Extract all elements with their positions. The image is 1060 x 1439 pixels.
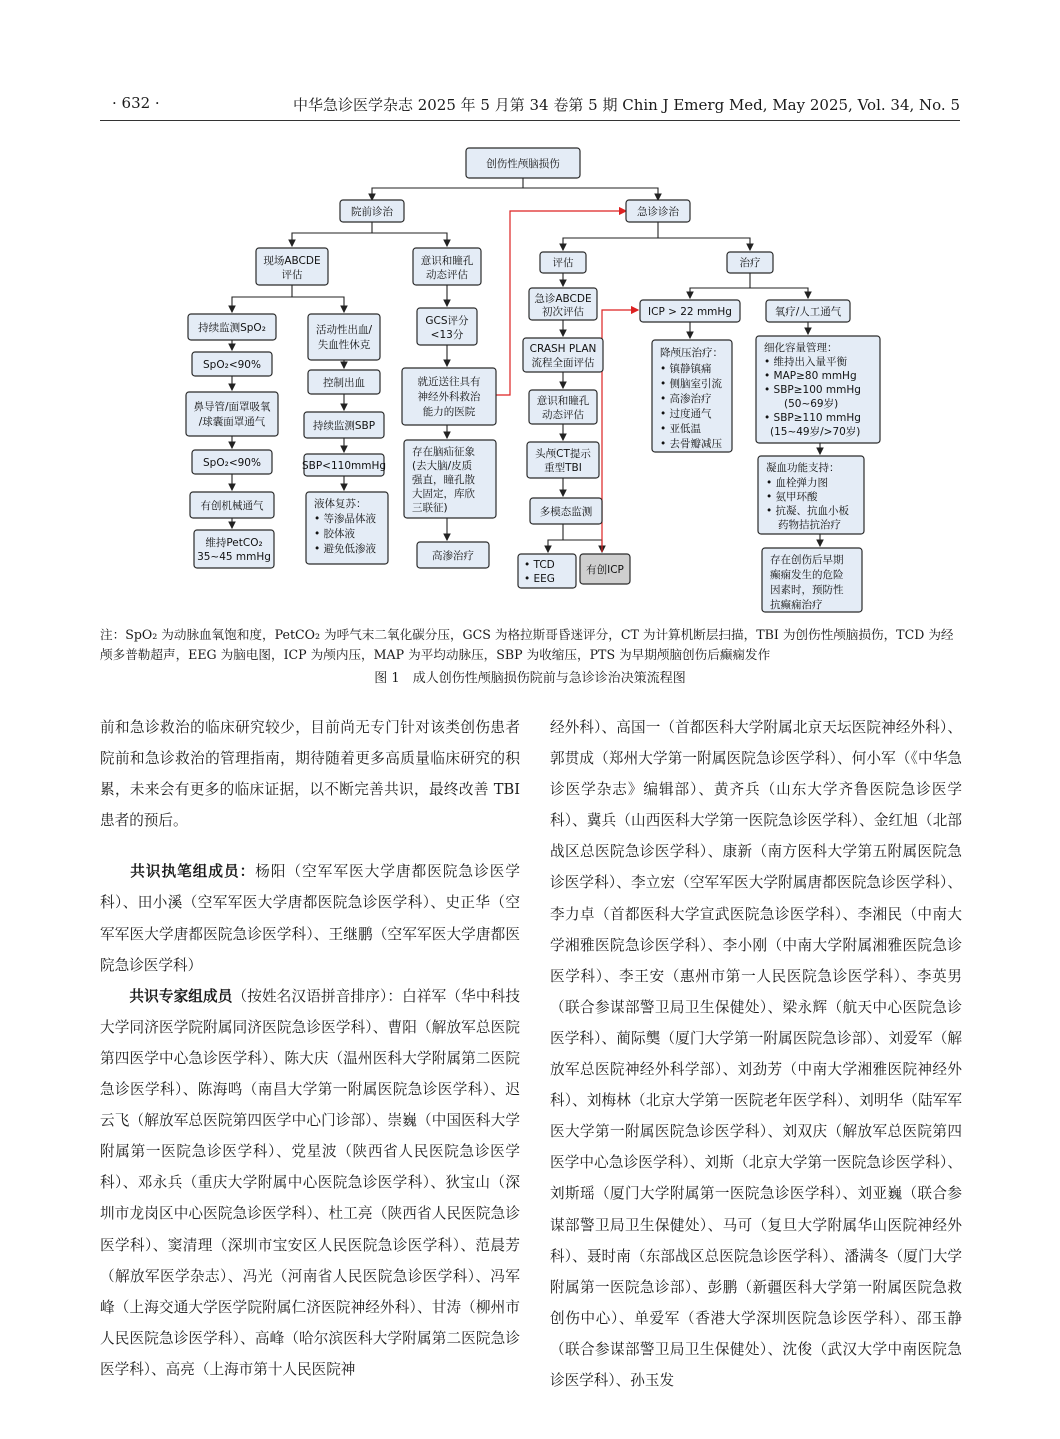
flow-box-er-abcde	[529, 288, 597, 320]
flow-box-petco2	[194, 530, 274, 568]
flow-text: • SBP≥110 mmHg	[764, 412, 861, 424]
body-column-right	[550, 712, 962, 1396]
body-column-left	[100, 712, 520, 1385]
flow-text: <13分	[430, 329, 464, 341]
figure-note: 注：SpO₂ 为动脉血氧饱和度，PetCO₂ 为呼气末二氧化碳分压，GCS 为格拉斯哥昏迷评分，CT 为计算机断层扫描，TBI 为创伤性颅脑损伤，TCD 为经颅多普勒超声，EEG 为脑电图，ICP 为颅内压，MAP 为平均动脉压，SBP 为收缩压，PTS 为早期颅脑创伤后癫痫发作	[100, 627, 954, 662]
flow-box-sbp-lt110	[302, 454, 386, 476]
flow-box-monitor-spo2	[188, 314, 276, 340]
decision-flowchart	[0, 0, 1060, 625]
flow-box-spo2-b	[192, 450, 272, 474]
flow-box-gcs	[417, 308, 477, 345]
flow-box-hypertonic	[417, 542, 489, 568]
flow-text: 控制出血	[323, 377, 365, 389]
flow-text: 凝血功能支持：	[766, 462, 840, 474]
flow-text: 治疗	[739, 257, 761, 269]
flow-box-lower-icp	[652, 340, 732, 452]
flow-text: 意识和瞳孔	[420, 255, 474, 267]
experts-list-part2: 经外科）、高国一（首都医科大学附属北京天坛医院神经外科）、郭贯成（郑州大学第一附属医院急诊医学科）、何小军（《中华急诊医学杂志》编辑部）、黄齐兵（山东大学齐鲁医院急诊医学科）、冀兵（山西医科大学第一医院急诊医学科）、金红旭（北部战区总医院急诊医学科）、康新（南方医科大学第五附属医院急诊医学科）、李立宏（空军军医大学附属唐都医院急诊医学科）、李力卓（首都医科大学宣武医院急诊医学科）、李湘民（中南大学湘雅医院急诊医学科）、李小刚（中南大学附属湘雅医院急诊医学科）、李王安（惠州市第一人民医院急诊医学科）、李英男（联合参谋部警卫局卫生保健处）、梁永辉（航天中心医院急诊医学科）、蔺际龑（厦门大学第一附属医院急诊部）、刘爱军（解放军总医院神经外科学部）、刘劲芳（中南大学湘雅医院神经外科）、刘梅林（北京大学第一医院老年医学科）、刘明华（陆军军医大学第一附属医院急诊医学科）、刘双庆（解放军总医院第四医学中心急诊医学科）、刘斯（北京大学第一医院急诊医学科）、刘斯瑶（厦门大学附属第一医院急诊医学科）、刘亚巍（联合参谋部警卫局卫生保健处）、马可（复旦大学附属华山医院神经外科）、聂时南（东部战区总医院急诊医学科）、潘满冬（厦门大学附属第一医院急诊部）、彭鹏（新疆医科大学第一附属医院急救创伤中心）、单爱军（香港大学深圳医院急诊医学科）、邵玉静（联合参谋部警卫局卫生保健处）、沈俊（武汉大学中南医院急诊医学科）、孙玉发	[550, 719, 962, 1389]
flow-text: • 氨甲环酸	[766, 491, 818, 503]
flow-text: 维持PetCO₂	[205, 537, 263, 549]
flow-text: • 高渗治疗	[660, 393, 712, 405]
flow-text: 失血性休克	[317, 339, 371, 351]
flow-text: 就近送往具有	[417, 376, 481, 388]
flow-box-oxygen-vent	[766, 300, 850, 322]
flow-box-herniation	[404, 440, 496, 518]
flow-box-fluid	[306, 492, 388, 564]
experts-intro: （按姓名汉语拼音排序）：	[232, 987, 403, 1005]
flow-text: /球囊面罩通气	[198, 416, 266, 428]
flow-text: 创伤性颅脑损伤	[486, 158, 560, 170]
flow-box-evaluate	[540, 252, 586, 273]
flow-text: • 胶体液	[314, 528, 356, 540]
flow-text: • 抗凝、抗血小板	[766, 505, 850, 517]
flow-box-oxygen	[186, 392, 278, 436]
flow-text: (50~69岁)	[784, 398, 839, 410]
experts-list-part1: 白祥军（华中科技大学同济医学院附属同济医院急诊医学科）、曹阳（解放军总医院第四医学中心急诊医学科）、陈大庆（温州医科大学附属第二医院急诊医学科）、陈海鸣（南昌大学第一附属医院急诊医学科）、迟云飞（解放军总医院第四医学中心门诊部）、崇巍（中国医科大学附属第一医院急诊医学科）、党星波（陕西省人民医院急诊医学科）、邓永兵（重庆大学附属中心医院急诊医学科）、狄宝山（深圳市龙岗区中心医院急诊医学科）、杜工亮（陕西省人民医院急诊医学科）、窦清理（深圳市宝安区人民医院急诊医学科）、范晨芳（解放军医学杂志）、冯光（河南省人民医院急诊医学科）、冯军峰（上海交通大学医学院附属仁济医院神经外科）、甘涛（柳州市人民医院急诊医学科）、高峰（哈尔滨医科大学附属第二医院急诊医学科）、高亮（上海市第十人民医院神	[100, 987, 520, 1378]
flow-text: GCS评分	[425, 315, 469, 327]
journal-citation: 中华急诊医学杂志 2025 年 5 月第 34 卷第 5 期 Chin J Emerg Med, May 2025, Vol. 34, No. 5	[292, 96, 960, 114]
flow-text: 活动性出血/	[315, 324, 373, 336]
flow-box-ventilation	[190, 492, 274, 518]
flow-text: 能力的医院	[422, 406, 476, 418]
flow-box-consciousness-er	[529, 390, 597, 424]
flow-text: 鼻导管/面罩吸氧	[193, 401, 271, 413]
flow-text: • 镇静镇痛	[660, 363, 712, 375]
flow-text: 评估	[281, 269, 303, 281]
flow-text: 神经外科救治	[417, 391, 481, 403]
flow-text: 评估	[552, 257, 574, 269]
flow-text: 重型TBI	[544, 462, 582, 474]
flow-text: 强直，瞳孔散	[412, 474, 475, 486]
flow-box-bleeding	[308, 314, 380, 360]
flow-text: 35~45 mmHg	[197, 551, 271, 563]
experts-label: 共识专家组成员	[129, 987, 233, 1005]
flow-box-abcde	[256, 248, 328, 285]
flow-text: 多模态监测	[539, 506, 593, 518]
writers-label: 共识执笔组成员：	[129, 863, 256, 881]
flow-text: 急诊诊治	[637, 206, 679, 218]
flow-text: 大固定，库欣	[412, 488, 475, 500]
flow-text: SBP<110mmHg	[301, 460, 387, 472]
flow-box-nearby-hospital	[402, 368, 496, 425]
flow-text: 持续监测SpO₂	[198, 322, 266, 334]
flow-text: 头颅CT提示	[535, 448, 591, 460]
flow-text: • MAP≥80 mmHg	[764, 370, 857, 382]
flow-text: • 过度通气	[660, 408, 712, 420]
flow-text: • 等渗晶体液	[314, 513, 377, 525]
flow-text: • EEG	[524, 573, 555, 585]
flow-text: • TCD	[524, 559, 555, 571]
flow-text: • 侧脑室引流	[660, 378, 723, 390]
flow-box-crash-plan	[523, 338, 603, 372]
flow-text: • 避免低渗液	[314, 543, 377, 555]
flow-text: (去大脑/皮质	[412, 460, 473, 472]
flow-text: • 亚低温	[660, 423, 702, 435]
body-paragraph: 前和急诊救治的临床研究较少，目前尚无专门针对该类创伤患者院前和急诊救治的管理指南，期待随着更多高质量临床研究的积累，未来会有更多的临床证据，以不断完善共识，最终改善 TBI 患者的预后。	[100, 719, 520, 830]
flow-box-seizure	[762, 548, 862, 612]
flow-text: 流程全面评估	[531, 357, 595, 369]
flow-text: • 去骨瓣减压	[660, 438, 723, 450]
flow-text: • 维持出入量平衡	[764, 356, 848, 368]
flow-text: 有创ICP	[586, 564, 624, 576]
flow-text: 动态评估	[542, 409, 584, 421]
flow-text: SpO₂<90%	[203, 359, 261, 371]
figure-caption: 图 1 成人创伤性颅脑损伤院前与急诊诊治决策流程图	[374, 671, 686, 686]
flow-text: 细化容量管理：	[764, 342, 838, 354]
flow-text: 持续监测SBP	[312, 420, 376, 432]
flow-text: 存在创伤后早期	[770, 554, 844, 566]
flow-text: 急诊ABCDE	[534, 293, 592, 305]
flow-text: 三联征)	[412, 502, 448, 514]
flow-box-treatment	[727, 252, 773, 273]
flow-text: ICP > 22 mmHg	[648, 306, 732, 318]
flow-text: 存在脑疝征象	[412, 446, 475, 458]
flow-text: 癫痫发生的危险	[770, 569, 844, 581]
flow-text: 初次评估	[542, 306, 584, 318]
flow-box-root	[466, 148, 580, 178]
flow-box-consciousness-pre	[413, 248, 481, 285]
flow-text: 氧疗/人工通气	[774, 306, 842, 318]
flow-box-ct	[527, 442, 599, 478]
flow-text: 降颅压治疗：	[660, 347, 723, 359]
flow-text: 动态评估	[426, 269, 468, 281]
flow-box-emergency	[626, 200, 690, 222]
flow-text: 液体复苏：	[314, 498, 367, 510]
flow-text: 药物拮抗治疗	[778, 519, 841, 531]
writers-paragraph	[100, 856, 520, 980]
flow-box-invasive-icp	[580, 554, 630, 584]
flow-text: (15~49岁/>70岁)	[770, 426, 861, 438]
flow-box-coagulation	[758, 456, 864, 534]
flow-box-control-bleeding	[308, 370, 380, 394]
writers-list: 杨阳（空军军医大学唐都医院急诊医学科）、田小溪（空军军医大学唐都医院急诊医学科）、史正华（空军军医大学唐都医院急诊医学科）、王继鹏（空军军医大学唐都医院急诊医学科）	[100, 863, 520, 974]
flow-text: CRASH PLAN	[529, 343, 597, 355]
flow-box-monitor-sbp	[304, 412, 384, 438]
flow-text: 院前诊治	[351, 206, 393, 218]
flow-text: 有创机械通气	[200, 500, 264, 512]
flow-text: SpO₂<90%	[203, 457, 261, 469]
flow-text: 高渗治疗	[432, 550, 474, 562]
flow-text: 抗癫痫治疗	[770, 599, 823, 611]
flow-text: • 血栓弹力图	[766, 477, 829, 489]
page-number: · 632 ·	[112, 94, 160, 112]
flow-box-prehospital	[340, 200, 404, 222]
flow-box-volume	[756, 336, 880, 443]
flow-box-multimodal	[530, 498, 602, 524]
flow-text: 现场ABCDE	[263, 255, 321, 267]
flow-text: • SBP≥100 mmHg	[764, 384, 861, 396]
flow-text: 因素时，预防性	[770, 584, 844, 596]
flow-box-spo2-a	[192, 352, 272, 376]
flow-box-icp-gt22	[640, 300, 740, 322]
experts-paragraph	[100, 981, 520, 1385]
flow-text: 意识和瞳孔	[536, 395, 590, 407]
flow-box-tcd-eeg	[518, 554, 576, 588]
